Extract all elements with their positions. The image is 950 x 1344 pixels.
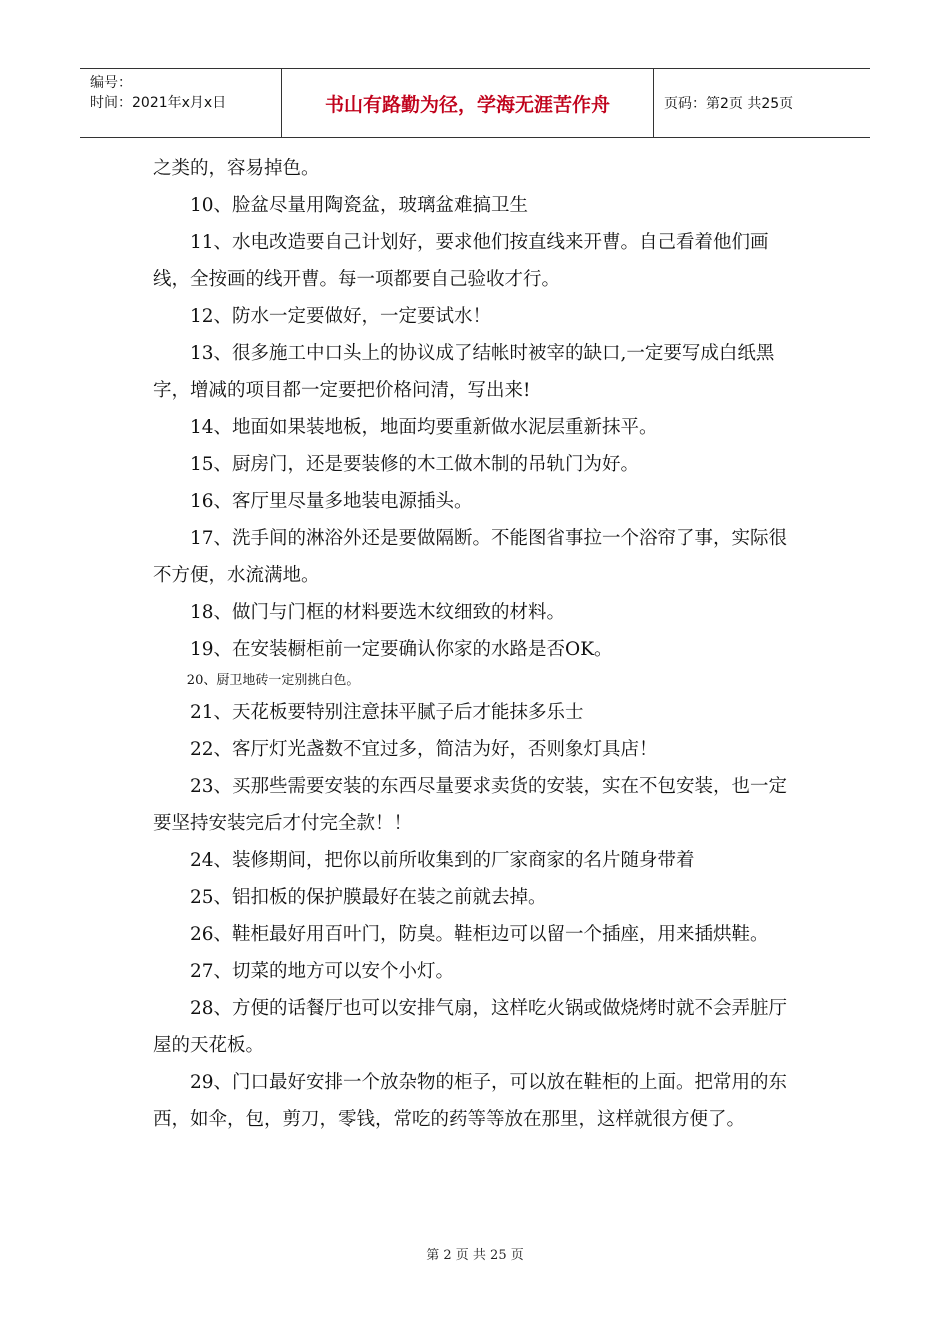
paragraph: 25、铝扣板的保护膜最好在装之前就去掉。 [190, 887, 547, 908]
paragraph: 20、厨卫地砖一定别挑白色。 [186, 673, 360, 688]
paragraph: 24、装修期间，把你以前所收集到的厂家商家的名片随身带着 [190, 850, 695, 871]
paragraph: 23、买那些需要安装的东西尽量要求卖货的安装，实在不包安装，也一定要坚持安装完后才付完全款！！ [153, 776, 788, 834]
document-body [153, 150, 793, 1138]
paragraph: 21、天花板要特别注意抹平腻子后才能抹多乐士 [190, 702, 584, 723]
paragraph: 27、切菜的地方可以安个小灯。 [190, 961, 455, 982]
paragraph: 12、防水一定要做好，一定要试水！ [190, 306, 492, 327]
paragraph: 16、客厅里尽量多地装电源插头。 [190, 491, 473, 512]
paragraph: 15、厨房门，还是要装修的木工做木制的吊轨门为好。 [190, 454, 640, 475]
paragraph: 18、做门与门框的材料要选木纹细致的材料。 [190, 602, 566, 623]
paragraph: 17、洗手间的淋浴外还是要做隔断。不能图省事拉一个浴帘了事，实际很不方便，水流满地。 [153, 528, 788, 586]
paragraph: 22、客厅灯光盏数不宜过多，简洁为好，否则象灯具店！ [190, 739, 658, 760]
paragraph: 13、很多施工中口头上的协议成了结帐时被宰的缺口,一定要写成白纸黑字，增减的项目都一定要把价格问清，写出来! [153, 343, 775, 401]
header-meta [80, 69, 282, 137]
paragraph: 之类的，容易掉色。 [153, 158, 320, 179]
page-header [80, 68, 870, 138]
page-footer: 第 2 页 共 25 页 [426, 1248, 524, 1263]
document-number-label: 编号： [90, 75, 132, 91]
paragraph: 14、地面如果装地板，地面均要重新做水泥层重新抹平。 [190, 417, 658, 438]
document-date: 时间：2021年x月x日 [90, 95, 227, 111]
paragraph: 29、门口最好安排一个放杂物的柜子，可以放在鞋柜的上面。把常用的东西，如伞，包，剪刀，零钱，常吃的药等等放在那里，这样就很方便了。 [153, 1072, 788, 1130]
paragraph: 26、鞋柜最好用百叶门，防臭。鞋柜边可以留一个插座，用来插烘鞋。 [190, 924, 769, 945]
paragraph: 28、方便的话餐厅也可以安排气扇，这样吃火锅或做烧烤时就不会弄脏厅屋的天花板。 [153, 998, 788, 1056]
header-motto: 书山有路勤为径，学海无涯苦作舟 [282, 69, 654, 137]
paragraph: 10、脸盆尽量用陶瓷盆，玻璃盆难搞卫生 [190, 195, 529, 216]
paragraph: 19、在安装橱柜前一定要确认你家的水路是否OK。 [190, 639, 613, 660]
header-page-info: 页码：第2页 共25页 [664, 96, 794, 112]
paragraph: 11、水电改造要自己计划好，要求他们按直线来开曹。自己看着他们画线，全按画的线开曹。每一项都要自己验收才行。 [153, 232, 769, 290]
